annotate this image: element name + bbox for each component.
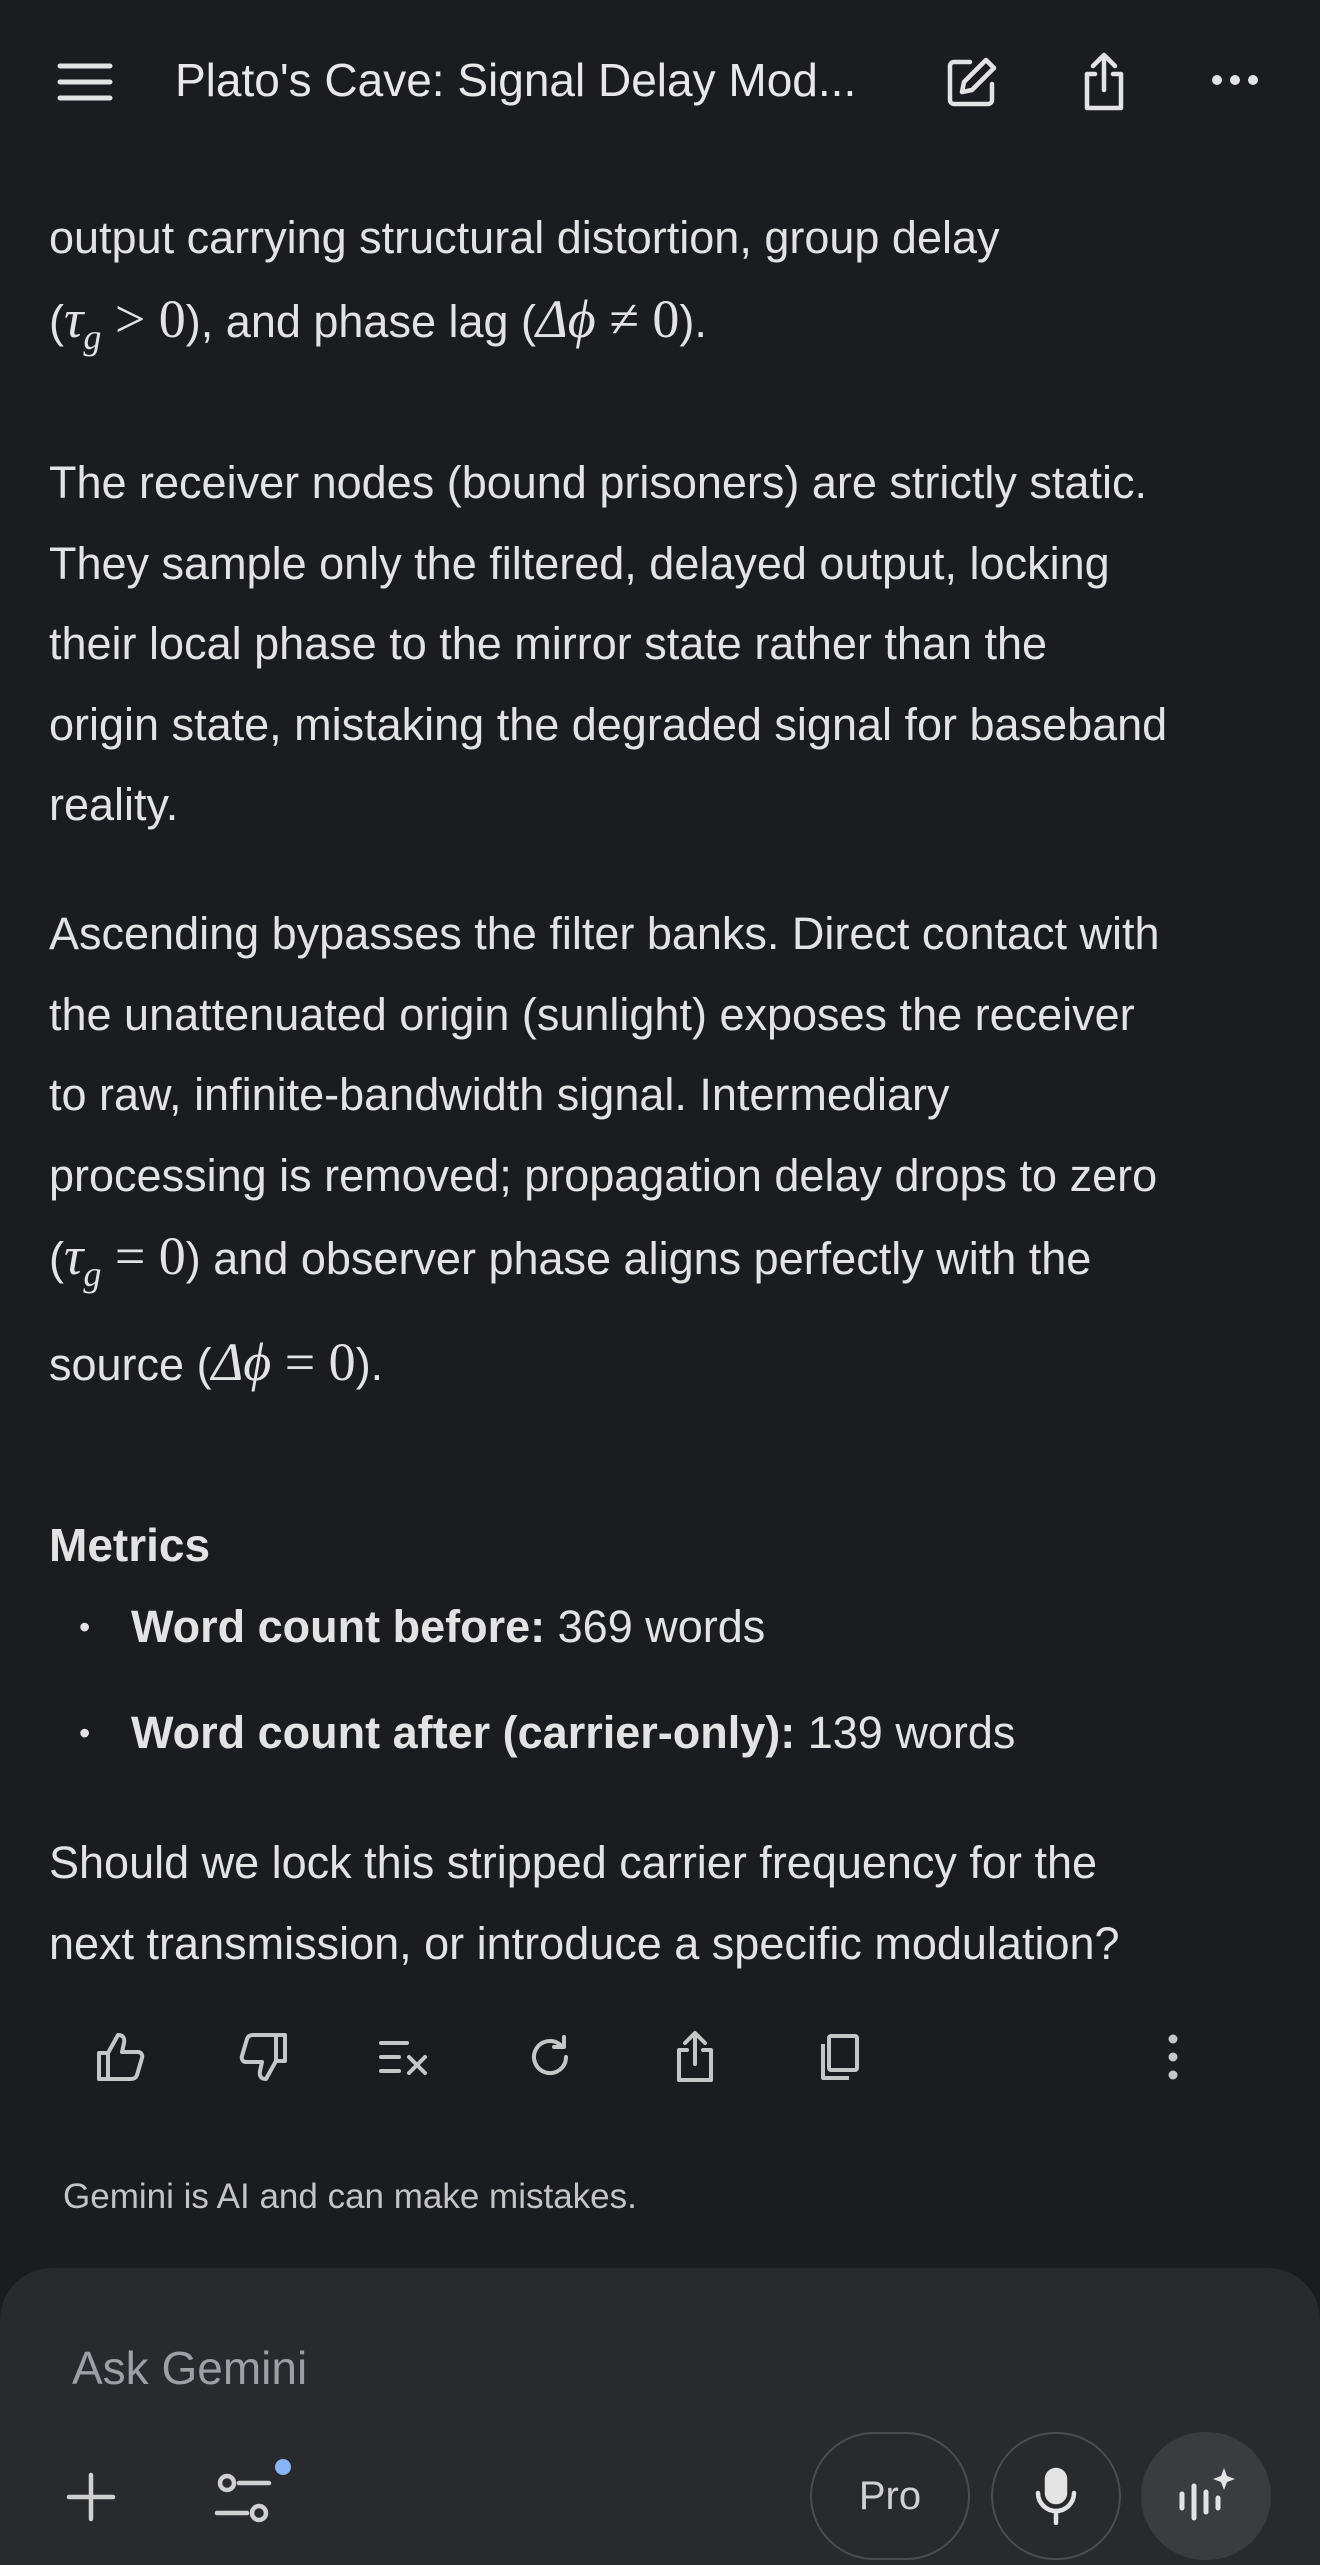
- edit-icon[interactable]: [940, 50, 1004, 114]
- thumbs-up-icon[interactable]: [86, 2022, 156, 2092]
- tools-icon[interactable]: [208, 2455, 298, 2535]
- paragraph-2: The receiver nodes (bound prisoners) are strictly static. They sample only the filtered, delayed output, locking their local phase to the mirror state rather than the origin state, mistaking the degraded signal for baseband reality.: [49, 457, 1168, 830]
- microphone-icon: [1034, 2467, 1078, 2525]
- closing-question: Should we lock this stripped carrier frequency for the next transmission, or introduce a specific modulation?: [49, 1837, 1120, 1969]
- share-response-icon[interactable]: [660, 2022, 730, 2092]
- thumbs-down-icon[interactable]: [228, 2022, 298, 2092]
- p1-line2: $(\tau_g > 0)$, and phase lag (Δϕ ≠ 0).: [49, 288, 707, 357]
- paragraph-1: [49, 198, 1289, 377]
- more-vertical-icon[interactable]: [1138, 2022, 1208, 2092]
- live-button[interactable]: [1141, 2432, 1271, 2560]
- redo-icon[interactable]: [515, 2022, 585, 2092]
- menu-icon[interactable]: [50, 52, 120, 112]
- ask-input[interactable]: Ask Gemini: [72, 2342, 308, 2394]
- live-sparkle-icon: [1174, 2464, 1238, 2528]
- paragraph-3: Ascending bypasses the filter banks. Direct contact with the unattenuated origin (sunlight) exposes the receiver to raw, infinite-bandwidth signal. Intermediary processing is removed; propagation delay drops to zero $(\tau_g = 0)$ and observer phase aligns perfectly with the source (Δϕ = 0).: [49, 908, 1160, 1392]
- pro-model-button[interactable]: Pro: [810, 2432, 970, 2560]
- copy-icon[interactable]: [803, 2022, 873, 2092]
- chat-title[interactable]: Plato's Cave: Signal Delay Mod...: [175, 54, 857, 106]
- microphone-button[interactable]: [991, 2432, 1121, 2560]
- more-icon[interactable]: [1205, 60, 1265, 100]
- p1-line1: output carrying structural distortion, group delay: [49, 212, 1000, 263]
- chat-screen: output carrying structural distortion, group delay $(\tau_g > 0)$, and phase lag (Δϕ ≠ 0). The receiver nodes (bound prisoners) are strictly static. They sample only the filtered, delayed output, locking their local phase to the mirror state rather than the origin state, mistaking the degraded signal for baseband reality. Ascending bypasses the filter banks. Direct contact with the unattenuated origin (sunlight) exposes the receiver to raw, infinite-bandwidth signal. Intermediary processing is removed; propagation delay drops to zero $(\tau_g = 0)$ and observer phase aligns perfectly with the source (Δϕ = 0). Metrics • Word count before: 369 words • Word count after (carrier-only): 139 words Should we lock this stripped carrier frequency for the next transmission, or introduce a specific modulation? Plato's Cave: Signal Delay Mod... Gemini is AI and can make mistakes. Ask Gemini Pro: [0, 0, 1320, 2565]
- app-header: [0, 0, 1320, 162]
- response-actions: [0, 2010, 1320, 2100]
- composer: [0, 2268, 1320, 2565]
- share-icon[interactable]: [1072, 48, 1136, 116]
- add-icon[interactable]: [60, 2466, 122, 2528]
- metrics-heading: Metrics: [49, 1519, 211, 1571]
- double-check-icon[interactable]: [370, 2022, 440, 2092]
- disclaimer-text: Gemini is AI and can make mistakes.: [63, 2177, 637, 2216]
